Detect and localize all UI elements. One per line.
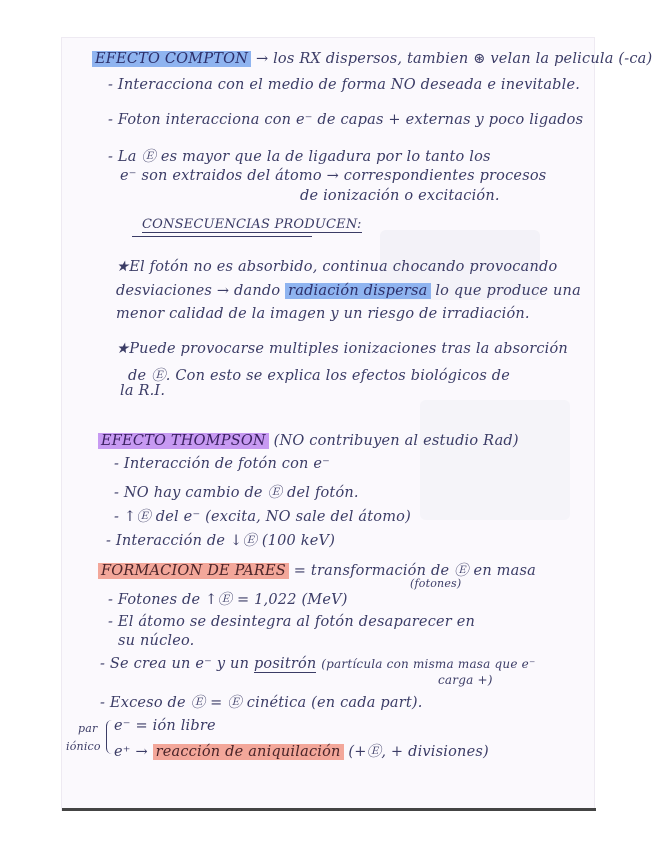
compton-line-3a: - La Ⓔ es mayor que la de ligadura por lo tanto los [108, 149, 491, 165]
compton-heading-line [92, 51, 652, 67]
thompson-line-3: - ↑Ⓔ del e⁻ (excita, NO sale del átomo) [114, 509, 411, 525]
pares-line-3a [100, 656, 536, 672]
pares-heading-line [98, 559, 536, 580]
consecuencia-2c: la R.I. [120, 383, 166, 399]
compton-line-1: - Interacciona con el medio de forma NO deseada e inevitable. [108, 77, 581, 93]
par-line-electron: e⁻ = ión libre [114, 718, 216, 734]
pares-line-3b: carga +) [438, 673, 493, 687]
consecuencia-2a: ★Puede provocarse multiples ionizaciones tras la absorción [116, 341, 568, 357]
compton-line-3b: e⁻ son extraidos del átomo → correspondientes procesos [120, 168, 547, 184]
consecuencia-1a: ★El fotón no es absorbido, continua chocando provocando [116, 259, 558, 275]
pares-line-2b: su núcleo. [118, 633, 195, 649]
consecuencia-1b-post: lo que produce una [435, 283, 581, 299]
compton-title: EFECTO COMPTON [92, 51, 251, 67]
par-ionico-brace [106, 720, 113, 754]
pares-title-rest: = transformación de Ⓔ en masa [293, 563, 536, 579]
pares-line-2a: - El átomo se desintegra al fotón desaparecer en [108, 614, 476, 630]
thompson-line-4: - Interacción de ↓Ⓔ (100 keV) [106, 533, 336, 549]
aniquilacion-highlight: reacción de aniquilación [153, 744, 344, 760]
pares-line-3a-post: (partícula con misma masa que e⁻ [321, 657, 536, 671]
pares-line-1: - Fotones de ↑Ⓔ = 1,022 (MeV) [108, 592, 348, 608]
thompson-line-2: - NO hay cambio de Ⓔ del fotón. [114, 485, 359, 501]
consecuencia-1c: menor calidad de la imagen y un riesgo de irradiación. [116, 306, 530, 322]
consecuencia-1b [116, 283, 581, 299]
thompson-line-1: - Interacción de fotón con e⁻ [114, 456, 331, 472]
consecuencias-underline [132, 236, 312, 237]
consecuencia-2b: de Ⓔ. Con esto se explica los efectos biológicos de [128, 368, 511, 384]
compton-line-2: - Foton interacciona con e⁻ de capas + externas y poco ligados [108, 112, 584, 128]
par-line-positron-pre: e⁺ → [114, 744, 148, 760]
thompson-title-rest: (NO contribuyen al estudio Rad) [273, 433, 519, 449]
pares-title-note: (fotones) [410, 577, 462, 590]
radiacion-dispersa-highlight: radiación dispersa [285, 283, 430, 299]
page-bottom-edge [62, 808, 596, 811]
par-line-positron [114, 740, 489, 761]
pares-title: FORMACION DE PARES [98, 563, 289, 579]
thompson-heading-line [98, 433, 519, 449]
compton-line-3c: de ionización o excitación. [300, 188, 500, 204]
par-line-positron-post: (+Ⓔ, + divisiones) [348, 744, 489, 760]
pares-line-3a-pre: - Se crea un e⁻ y un [100, 656, 250, 672]
compton-title-rest: → los RX dispersos, tambien ⊛ velan la pelicula (-ca) [255, 51, 653, 67]
bleed-through-shadow [420, 400, 570, 520]
consecuencias-title: CONSECUENCIAS PRODUCEN: [142, 217, 362, 232]
pares-line-4: - Exceso de Ⓔ = Ⓔ cinética (en cada part). [100, 695, 423, 711]
par-ionico-label-1: par [78, 722, 98, 735]
par-ionico-label-2: iónico [66, 740, 101, 753]
thompson-title: EFECTO THOMPSON [98, 433, 269, 449]
positron-underlined: positrón [253, 656, 317, 672]
consecuencia-1b-pre: desviaciones → dando [116, 283, 281, 299]
